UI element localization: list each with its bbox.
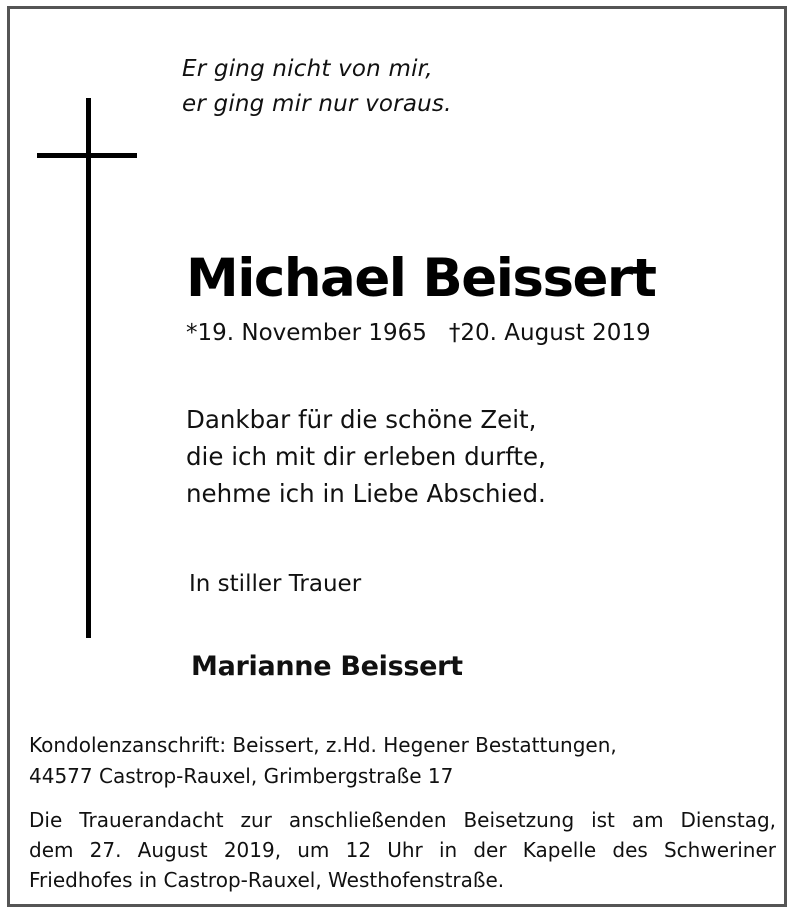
- verse-line: die ich mit dir erleben durfte,: [186, 442, 546, 471]
- verse-line: nehme ich in Liebe Abschied.: [186, 479, 546, 508]
- mourner-name: Marianne Beissert: [191, 651, 463, 682]
- condolence-address: [29, 730, 617, 792]
- motto-line: er ging mir nur voraus.: [182, 91, 452, 117]
- life-dates: [186, 318, 651, 348]
- service-line: Die Trauerandacht zur anschließenden Beisetzung ist am Dienstag,: [29, 808, 776, 832]
- service-details: [29, 805, 776, 895]
- cross-vertical-bar: [86, 98, 91, 638]
- service-line: dem 27. August 2019, um 12 Uhr in der Kapelle des Schweriner: [29, 838, 776, 862]
- service-line: Friedhofes in Castrop-Rauxel, Westhofenstraße.: [29, 868, 505, 892]
- cross-horizontal-bar: [37, 153, 137, 158]
- mourning-phrase: In stiller Trauer: [189, 571, 362, 597]
- farewell-verse: [186, 401, 546, 512]
- deceased-name: Michael Beissert: [186, 248, 656, 309]
- condolence-line: 44577 Castrop-Rauxel, Grimbergstraße 17: [29, 764, 454, 788]
- death-date: †20. August 2019: [448, 320, 651, 346]
- verse-line: Dankbar für die schöne Zeit,: [186, 405, 537, 434]
- birth-date: *19. November 1965: [186, 320, 427, 346]
- motto: [182, 52, 452, 122]
- condolence-line: Kondolenzanschrift: Beissert, z.Hd. Hegener Bestattungen,: [29, 733, 617, 757]
- motto-line: Er ging nicht von mir,: [182, 56, 433, 82]
